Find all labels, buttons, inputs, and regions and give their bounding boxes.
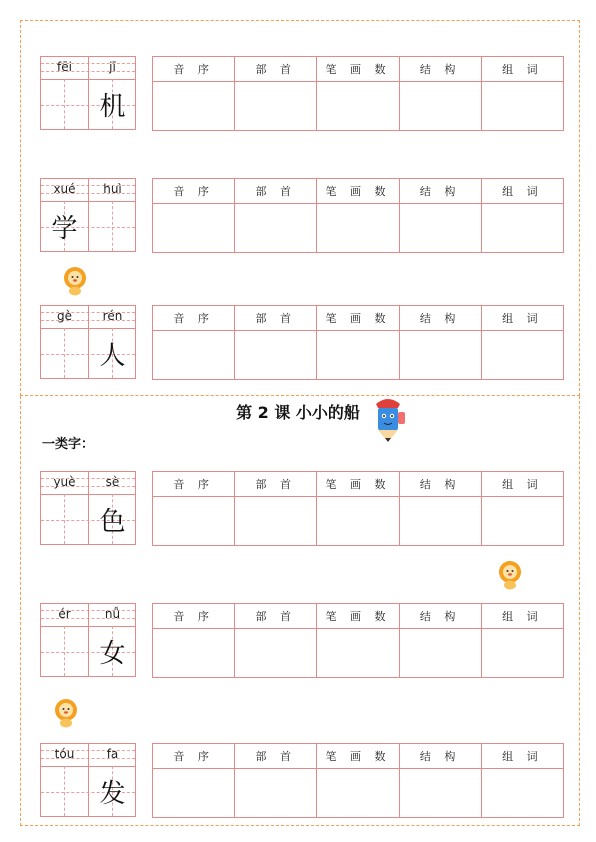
character-right [89,206,136,252]
column-header: 组 词 [481,744,563,769]
character-left [41,84,88,130]
pinyin-left: fēi [57,60,72,74]
column-header: 部 首 [235,179,317,204]
lion-icon [62,266,88,296]
column-header: 结 构 [399,744,481,769]
column-header: 部 首 [235,57,317,82]
column-header: 组 词 [481,57,563,82]
column-header: 笔 画 数 [317,604,399,629]
answer-cell[interactable] [235,769,317,818]
column-header: 组 词 [481,306,563,331]
answer-cell[interactable] [235,629,317,678]
character-row [40,178,564,252]
column-header: 音 序 [153,57,235,82]
subheading: 一类字： [42,437,95,452]
answer-cell[interactable] [153,204,235,253]
pinyin-right: huì [103,182,122,196]
pinyin-left: yuè [53,475,76,489]
column-header: 组 词 [481,179,563,204]
pinyin-left: tóu [54,747,75,761]
answer-cell[interactable] [399,331,481,380]
character-right: 人 [99,341,126,371]
answer-cell[interactable] [317,82,399,131]
character-row [40,56,564,130]
pencil-mascot-icon [368,396,408,444]
character-right: 女 [99,639,126,669]
character-left [41,771,88,817]
answer-cell[interactable] [235,82,317,131]
column-header: 笔 画 数 [317,306,399,331]
answer-cell[interactable] [153,331,235,380]
column-header: 音 序 [153,306,235,331]
column-header: 音 序 [153,472,235,497]
answer-cell[interactable] [317,497,399,546]
answer-cell[interactable] [317,769,399,818]
column-header: 结 构 [399,179,481,204]
tianzige-box [40,56,136,130]
column-header: 部 首 [235,472,317,497]
answer-cell[interactable] [481,629,563,678]
character-row [40,305,564,379]
info-table [152,56,564,131]
info-table [152,743,564,818]
column-header: 结 构 [399,57,481,82]
answer-cell[interactable] [235,497,317,546]
character-left [41,333,88,379]
answer-cell[interactable] [481,769,563,818]
answer-cell[interactable] [481,82,563,131]
lesson-title: 第 2 课 小小的船 [236,403,360,422]
answer-cell[interactable] [399,82,481,131]
answer-cell[interactable] [235,331,317,380]
column-header: 笔 画 数 [317,57,399,82]
tianzige-box [40,178,136,252]
info-table [152,178,564,253]
answer-cell[interactable] [317,629,399,678]
column-header: 结 构 [399,472,481,497]
info-table [152,603,564,678]
answer-cell[interactable] [481,331,563,380]
answer-cell[interactable] [481,497,563,546]
tianzige-box [40,305,136,379]
character-left: 学 [51,214,78,244]
answer-cell[interactable] [399,497,481,546]
answer-cell[interactable] [235,204,317,253]
column-header: 笔 画 数 [317,179,399,204]
pinyin-right: jī [109,60,116,74]
column-header: 结 构 [399,604,481,629]
answer-cell[interactable] [153,497,235,546]
column-header: 结 构 [399,306,481,331]
answer-cell[interactable] [153,769,235,818]
character-row [40,471,564,545]
pinyin-right: nǚ [104,607,121,621]
pinyin-left: ér [58,607,71,621]
answer-cell[interactable] [399,629,481,678]
character-left [41,631,88,677]
character-row [40,743,564,817]
column-header: 部 首 [235,604,317,629]
pinyin-right: fa [106,747,119,761]
tianzige-box [40,471,136,545]
lion-icon [53,698,79,728]
column-header: 音 序 [153,179,235,204]
character-left [41,499,88,545]
answer-cell[interactable] [153,629,235,678]
pinyin-left: xué [53,182,76,196]
column-header: 组 词 [481,604,563,629]
answer-cell[interactable] [399,204,481,253]
column-header: 音 序 [153,744,235,769]
pinyin-right: rén [102,309,123,323]
lion-icon [497,560,523,590]
answer-cell[interactable] [317,331,399,380]
character-right: 机 [99,92,126,122]
info-table [152,305,564,380]
answer-cell[interactable] [153,82,235,131]
character-right: 色 [99,507,126,537]
pinyin-right: sè [105,475,120,489]
column-header: 音 序 [153,604,235,629]
column-header: 部 首 [235,744,317,769]
character-row [40,603,564,677]
column-header: 部 首 [235,306,317,331]
answer-cell[interactable] [399,769,481,818]
character-right: 发 [99,779,126,809]
pinyin-left: gè [57,309,72,323]
column-header: 组 词 [481,472,563,497]
tianzige-box [40,743,136,817]
answer-cell[interactable] [317,204,399,253]
tianzige-box [40,603,136,677]
column-header: 笔 画 数 [317,472,399,497]
info-table [152,471,564,546]
column-header: 笔 画 数 [317,744,399,769]
answer-cell[interactable] [481,204,563,253]
